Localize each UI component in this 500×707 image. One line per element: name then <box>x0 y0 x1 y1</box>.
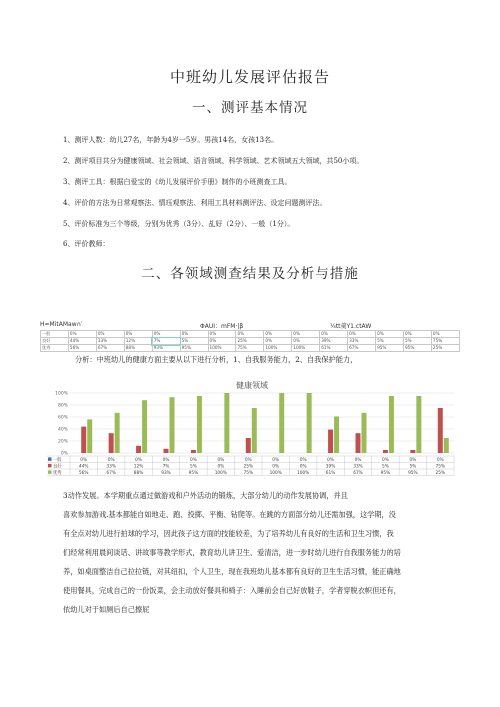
bar-2 <box>109 433 114 453</box>
data-label: 93% <box>161 470 171 476</box>
table-cell: 5% <box>180 338 208 345</box>
section-heading-results: 二、各领域测查结果及分析与措施 <box>141 266 359 282</box>
data-label: 67% <box>106 470 116 476</box>
basic-item-3: 3、测评工具：根据白爱宝的《幼儿发展评价手册》制作的小班测查工具。 <box>63 178 292 186</box>
bar-3 <box>444 438 449 453</box>
data-label: 0% <box>327 457 334 463</box>
data-label: 7% <box>162 464 170 470</box>
table-cell: 0% <box>68 331 96 338</box>
y-tick-label: 100% <box>55 391 68 397</box>
data-label: 0% <box>382 457 389 463</box>
bar-3 <box>170 397 175 453</box>
bar-3 <box>87 419 92 453</box>
table-cell: 61% <box>320 345 348 352</box>
basic-item-2: 2、测评项目共分为健康领域、社会领域、语言领域、科学领域、艺术领域五大领域，共50小项。 <box>63 157 364 165</box>
table-cell: 0% <box>264 331 292 338</box>
table-cell: 93% <box>152 345 180 352</box>
table-cell: 0% <box>96 331 124 338</box>
legend-swatch <box>48 457 52 461</box>
bar-2 <box>136 446 141 453</box>
data-label: 25% <box>243 464 254 470</box>
data-label: 56% <box>78 470 89 476</box>
table-cell: 95% <box>403 345 431 352</box>
table-header-mid: ΦAUI：mFM·|β <box>200 323 244 330</box>
basic-item-5: 5、评价标准为三个等级，分别为优秀（3分）、乩好（2分）、一般（1分）。 <box>63 220 295 228</box>
analysis-text: 分析：中班幼儿的健康方面主要从以下进行分析，1、自我服务能力，2、自我保护能力， <box>75 355 358 364</box>
bar-3 <box>334 416 339 453</box>
table-cell: 0% <box>208 338 236 345</box>
bar-3 <box>279 393 284 453</box>
bar-2 <box>81 427 86 453</box>
table-cell: 0% <box>403 331 431 338</box>
data-label: 0% <box>436 457 444 463</box>
data-label: 0% <box>409 457 417 463</box>
table-header-right: ¼tt羹Y1.ctAW <box>330 323 372 330</box>
data-label: 39% <box>325 464 336 470</box>
paragraph-line: 使用餐具，完成自己的一份饭菜，会主动放好餐具和椅子：入睡前会自己好放鞋子，学者穿脱衣帜但还有， <box>63 586 401 595</box>
health-domain-chart <box>42 378 462 488</box>
data-label: 95% <box>188 470 199 476</box>
y-tick-label: 40% <box>57 427 68 433</box>
data-label: 0% <box>272 464 280 470</box>
table-cell: 95% <box>180 345 208 352</box>
table-cell: 0% <box>292 338 320 345</box>
score-table <box>40 330 460 352</box>
paragraph-line: 有全点对幼儿进行拍球的学习，因此孩子这方面的技能较差，为了培养幼儿有良好的生活和卫生习惯，我 <box>63 529 394 538</box>
table-cell: 0% <box>236 331 264 338</box>
bar-3 <box>142 400 147 453</box>
table-cell: 5% <box>403 338 431 345</box>
basic-item-1: 1、测评人数：幼儿27名，年龄为4岁一5岁。男孩14名，女孩13名。 <box>63 136 279 144</box>
table-cell: 100% <box>208 345 236 352</box>
basic-item-6: 6、评价教师： <box>63 240 110 248</box>
data-label: 5% <box>409 464 417 470</box>
table-cell: 0% <box>208 331 236 338</box>
bar-3 <box>362 413 367 453</box>
legend-label: 一般 <box>53 457 62 463</box>
table-header-left: H=MitAMaw∩′ <box>40 321 83 328</box>
data-label: 12% <box>133 464 144 470</box>
data-label: 0% <box>354 457 362 463</box>
data-label: 5% <box>382 464 389 470</box>
table-cell: 33% <box>96 338 124 345</box>
data-label: 0% <box>190 457 197 463</box>
bar-2 <box>356 433 361 453</box>
data-label: 95% <box>408 470 418 476</box>
bar-3 <box>252 408 257 453</box>
table-cell: 25% <box>236 338 264 345</box>
bar-3 <box>224 393 229 453</box>
paragraph-line: 们经常利用晨间谈话、讲故事等教学形式，教育幼儿讲卫生、爱清洁，进一步时幼儿进行自我服务能力的培 <box>63 548 401 557</box>
table-cell: 25% <box>431 345 459 352</box>
data-label: 33% <box>106 464 116 470</box>
data-label: 33% <box>353 464 363 470</box>
y-tick-label: 60% <box>57 415 68 421</box>
bar-2 <box>164 449 169 453</box>
data-label: 0% <box>162 457 170 463</box>
data-label: 75% <box>435 464 446 470</box>
y-tick-label: 20% <box>57 439 68 445</box>
legend-label: 良好 <box>53 464 62 470</box>
table-cell: 0% <box>152 331 180 338</box>
table-cell: 44% <box>68 338 96 345</box>
data-label: 0% <box>217 457 225 463</box>
data-label: 88% <box>133 470 144 476</box>
legend-swatch <box>48 464 52 468</box>
bar-3 <box>416 396 421 453</box>
table-cell: 100% <box>292 345 320 352</box>
data-label: 0% <box>299 457 307 463</box>
data-label: 0% <box>217 464 225 470</box>
table-cell: 75% <box>236 345 264 352</box>
table-cell: 67% <box>96 345 124 352</box>
data-label: 0% <box>80 457 88 463</box>
data-label: 100% <box>214 470 228 476</box>
paragraph-line: 依幼儿对于如厕后自己擦屁 <box>63 605 150 614</box>
table-cell: 0% <box>376 331 404 338</box>
report-title: 中班幼儿发展评估报告 <box>169 68 330 86</box>
chart-title: 健康领域 <box>236 381 268 390</box>
y-tick-label: 80% <box>57 403 68 409</box>
data-label: 25% <box>435 470 446 476</box>
data-label: 100% <box>296 470 310 476</box>
data-label: 75% <box>243 470 254 476</box>
table-cell: 56% <box>68 345 96 352</box>
y-tick-label: 0% <box>60 451 68 457</box>
table-cell: 95% <box>376 345 404 352</box>
legend-swatch <box>48 470 52 474</box>
table-cell: 5% <box>376 338 404 345</box>
bar-3 <box>115 413 120 453</box>
data-label: 100% <box>269 470 282 476</box>
bar-2 <box>191 450 196 453</box>
table-row-label: 一般 <box>41 331 69 338</box>
table-cell: 75% <box>431 338 459 345</box>
data-label: 67% <box>353 470 363 476</box>
table-cell: 0% <box>292 331 320 338</box>
data-label: 0% <box>107 457 115 463</box>
bar-3 <box>389 396 394 453</box>
table-row <box>41 345 460 352</box>
table-row-label: 优秀 <box>41 345 69 352</box>
legend-label: 优秀 <box>53 470 62 476</box>
table-row-label: 良好 <box>41 338 69 345</box>
paragraph-line: 养，如桌面整洁自己拉拉链，对其纽扣，个人卫生，现在我班幼儿基本都有良好的卫生生活习惯，能正确地 <box>63 567 401 576</box>
table-cell: 0% <box>180 331 208 338</box>
bar-2 <box>246 438 251 453</box>
table-cell: 12% <box>124 338 152 345</box>
data-label: 44% <box>78 464 89 470</box>
table-row <box>41 331 460 338</box>
section-heading-basic: 一、测评基本情况 <box>192 100 308 116</box>
data-label: 0% <box>244 457 252 463</box>
table-cell: 0% <box>431 331 459 338</box>
table-cell: 100% <box>264 345 292 352</box>
table-cell: 0% <box>320 331 348 338</box>
table-cell: 88% <box>124 345 152 352</box>
data-label: 0% <box>299 464 307 470</box>
basic-item-4: 4、评价的方法为日常观察法、情珏观察法、利用工具材料测评法、设定问题测评法。 <box>63 199 327 207</box>
paragraph-line: 3动作发展。本学期重点通过做游戏和户外活动的锻炼，大部分幼儿的动作发展协调，并且 <box>63 491 348 500</box>
bar-2 <box>383 450 388 453</box>
bar-2 <box>410 450 415 453</box>
bar-3 <box>197 396 202 453</box>
table-cell: 0% <box>124 331 152 338</box>
table-cell: 67% <box>348 345 376 352</box>
bar-2 <box>438 408 443 453</box>
data-label: 95% <box>380 470 391 476</box>
table-cell: 7% <box>152 338 180 345</box>
table-row <box>41 338 460 345</box>
bar-2 <box>328 430 333 453</box>
table-cell: 0% <box>264 338 292 345</box>
data-label: 5% <box>190 464 197 470</box>
data-label: 0% <box>272 457 280 463</box>
bar-3 <box>307 393 312 453</box>
data-label: 0% <box>135 457 142 463</box>
data-label: 61% <box>325 470 336 476</box>
table-cell: 39% <box>320 338 348 345</box>
table-cell: 0% <box>348 331 376 338</box>
paragraph-line: 喜欢参加游戏.基本都能自如地走、跑、投掷、平衡、钻爬等。在跳的方面部分幼儿还需加强，这学期，没 <box>63 510 396 519</box>
table-cell: 33% <box>348 338 376 345</box>
analysis-paragraph <box>63 486 463 619</box>
